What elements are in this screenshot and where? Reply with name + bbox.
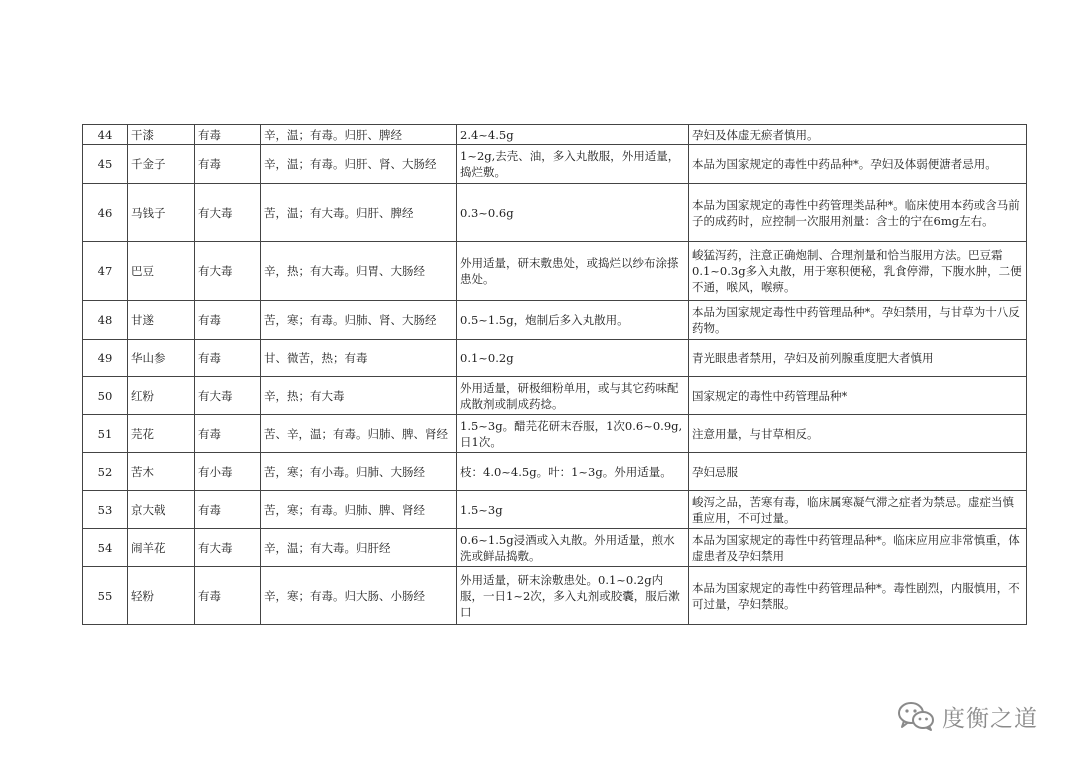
cell-notes: 本品为国家规定的毒性中药管理品种*。毒性剧烈，内服慎用，不可过量，孕妇禁服。 <box>689 567 1027 625</box>
cell-properties: 苦，寒；有毒。归肺、肾、大肠经 <box>261 301 457 340</box>
cell-dosage: 0.3~0.6g <box>457 184 689 242</box>
cell-notes: 本品为国家规定的毒性中药品种*。孕妇及体弱便溏者忌用。 <box>689 145 1027 184</box>
cell-dosage: 枝：4.0~4.5g。叶：1~3g。外用适量。 <box>457 453 689 491</box>
cell-notes: 峻泻之品，苦寒有毒，临床属寒凝气滞之症者为禁忌。虚症当慎重应用，不可过量。 <box>689 491 1027 529</box>
cell-properties: 苦，寒；有毒。归肺、脾、肾经 <box>261 491 457 529</box>
herb-toxicity-table <box>82 124 1027 625</box>
watermark <box>896 698 1038 734</box>
watermark-text: 度衡之道 <box>942 705 1038 732</box>
cell-herb-name: 轻粉 <box>128 567 195 625</box>
cell-dosage: 1.5~3g <box>457 491 689 529</box>
cell-toxicity: 有大毒 <box>195 242 261 301</box>
cell-number: 48 <box>83 301 128 340</box>
cell-herb-name: 巴豆 <box>128 242 195 301</box>
cell-dosage: 0.5~1.5g，炮制后多入丸散用。 <box>457 301 689 340</box>
cell-number: 54 <box>83 529 128 567</box>
cell-toxicity: 有小毒 <box>195 453 261 491</box>
table-row <box>83 301 1027 340</box>
cell-properties: 苦，温；有大毒。归肝、脾经 <box>261 184 457 242</box>
cell-herb-name: 千金子 <box>128 145 195 184</box>
table-row <box>83 377 1027 415</box>
table-row <box>83 145 1027 184</box>
cell-herb-name: 华山参 <box>128 340 195 377</box>
cell-herb-name: 京大戟 <box>128 491 195 529</box>
cell-toxicity: 有大毒 <box>195 377 261 415</box>
table-row <box>83 340 1027 377</box>
cell-properties: 苦、辛，温；有毒。归肺、脾、肾经 <box>261 415 457 453</box>
cell-toxicity: 有毒 <box>195 415 261 453</box>
cell-dosage: 外用适量，研末敷患处，或捣烂以纱布涂搽患处。 <box>457 242 689 301</box>
cell-number: 52 <box>83 453 128 491</box>
cell-properties: 甘、微苦，热；有毒 <box>261 340 457 377</box>
table-row <box>83 184 1027 242</box>
cell-toxicity: 有毒 <box>195 340 261 377</box>
cell-dosage: 1~2g,去壳、油，多入丸散服，外用适量，捣烂敷。 <box>457 145 689 184</box>
cell-number: 55 <box>83 567 128 625</box>
cell-properties: 苦，寒；有小毒。归肺、大肠经 <box>261 453 457 491</box>
cell-dosage: 外用适量，研末涂敷患处。0.1~0.2g内服，一日1~2次，多入丸剂或胶囊，服后漱口 <box>457 567 689 625</box>
cell-notes: 本品为国家规定的毒性中药管理类品种*。临床使用本药或含马前子的成药时，应控制一次服用剂量：含士的宁在6mg左右。 <box>689 184 1027 242</box>
cell-number: 46 <box>83 184 128 242</box>
table-row <box>83 491 1027 529</box>
cell-number: 45 <box>83 145 128 184</box>
cell-notes: 本品为国家规定毒性中药管理品种*。孕妇禁用，与甘草为十八反药物。 <box>689 301 1027 340</box>
cell-properties: 辛，热；有大毒 <box>261 377 457 415</box>
cell-toxicity: 有毒 <box>195 125 261 145</box>
cell-toxicity: 有毒 <box>195 301 261 340</box>
cell-toxicity: 有大毒 <box>195 184 261 242</box>
table-row <box>83 453 1027 491</box>
table-row <box>83 415 1027 453</box>
cell-properties: 辛，热；有大毒。归胃、大肠经 <box>261 242 457 301</box>
cell-properties: 辛，温；有毒。归肝、肾、大肠经 <box>261 145 457 184</box>
cell-dosage: 2.4~4.5g <box>457 125 689 145</box>
table-row <box>83 529 1027 567</box>
cell-dosage: 1.5~3g。醋芫花研末吞服，1次0.6~0.9g,日1次。 <box>457 415 689 453</box>
cell-number: 44 <box>83 125 128 145</box>
cell-herb-name: 干漆 <box>128 125 195 145</box>
cell-herb-name: 苦木 <box>128 453 195 491</box>
cell-toxicity: 有大毒 <box>195 529 261 567</box>
cell-dosage: 外用适量，研极细粉单用，或与其它药味配成散剂或制成药捻。 <box>457 377 689 415</box>
cell-toxicity: 有毒 <box>195 567 261 625</box>
cell-herb-name: 马钱子 <box>128 184 195 242</box>
cell-number: 53 <box>83 491 128 529</box>
cell-notes: 青光眼患者禁用，孕妇及前列腺重度肥大者慎用 <box>689 340 1027 377</box>
table-row <box>83 567 1027 625</box>
cell-toxicity: 有毒 <box>195 145 261 184</box>
cell-notes: 孕妇忌服 <box>689 453 1027 491</box>
cell-number: 49 <box>83 340 128 377</box>
cell-properties: 辛，温；有大毒。归肝经 <box>261 529 457 567</box>
cell-notes: 注意用量，与甘草相反。 <box>689 415 1027 453</box>
table-row <box>83 125 1027 145</box>
cell-herb-name: 闹羊花 <box>128 529 195 567</box>
cell-number: 50 <box>83 377 128 415</box>
cell-notes: 峻猛泻药，注意正确炮制、合理剂量和恰当服用方法。巴豆霜0.1~0.3g多入丸散，用于寒积便秘，乳食停滞，下腹水肿，二便不通，喉风，喉痹。 <box>689 242 1027 301</box>
cell-dosage: 0.1~0.2g <box>457 340 689 377</box>
cell-herb-name: 芫花 <box>128 415 195 453</box>
cell-number: 47 <box>83 242 128 301</box>
cell-herb-name: 红粉 <box>128 377 195 415</box>
wechat-icon <box>896 700 936 732</box>
cell-notes: 国家规定的毒性中药管理品种* <box>689 377 1027 415</box>
cell-properties: 辛，寒；有毒。归大肠、小肠经 <box>261 567 457 625</box>
cell-toxicity: 有毒 <box>195 491 261 529</box>
cell-properties: 辛，温；有毒。归肝、脾经 <box>261 125 457 145</box>
cell-dosage: 0.6~1.5g浸酒或入丸散。外用适量，煎水洗或鲜品捣敷。 <box>457 529 689 567</box>
table-row <box>83 242 1027 301</box>
cell-herb-name: 甘遂 <box>128 301 195 340</box>
cell-number: 51 <box>83 415 128 453</box>
cell-notes: 本品为国家规定的毒性中药管理品种*。临床应用应非常慎重，体虚患者及孕妇禁用 <box>689 529 1027 567</box>
cell-notes: 孕妇及体虚无瘀者慎用。 <box>689 125 1027 145</box>
table-body <box>83 125 1027 625</box>
